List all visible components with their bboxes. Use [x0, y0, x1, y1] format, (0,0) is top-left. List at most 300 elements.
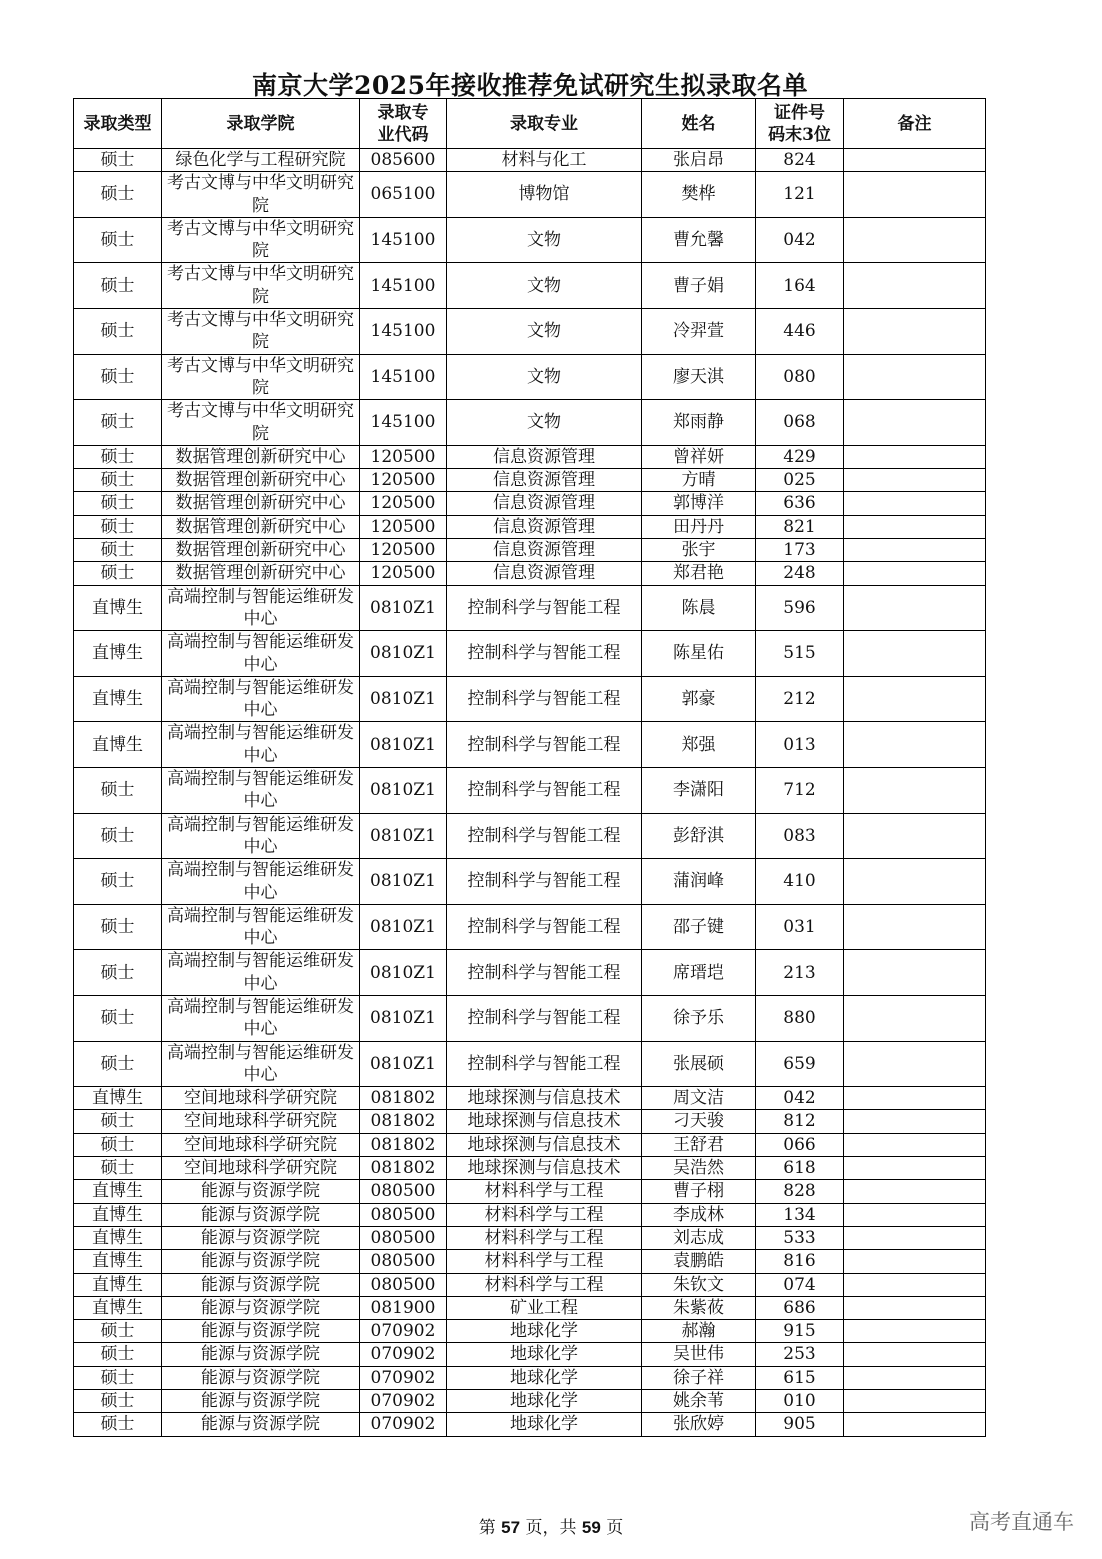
cell-type: 硕士 — [74, 400, 162, 446]
cell-major-code: 070902 — [360, 1343, 447, 1366]
cell-major: 信息资源管理 — [447, 469, 642, 492]
cell-type: 硕士 — [74, 309, 162, 355]
cell-type: 硕士 — [74, 492, 162, 515]
cell-type: 硕士 — [74, 172, 162, 218]
cell-id-last3: 596 — [756, 585, 844, 631]
cell-college: 数据管理创新研究中心 — [162, 492, 360, 515]
cell-name: 彭舒淇 — [642, 813, 756, 859]
table-row — [74, 1157, 986, 1180]
cell-name: 刘志成 — [642, 1226, 756, 1249]
cell-college: 数据管理创新研究中心 — [162, 445, 360, 468]
cell-major: 控制科学与智能工程 — [447, 859, 642, 905]
cell-type: 直博生 — [74, 1273, 162, 1296]
cell-remarks — [844, 1087, 986, 1110]
cell-college: 考古文博与中华文明研究院 — [162, 354, 360, 400]
cell-name: 张展硕 — [642, 1041, 756, 1087]
cell-major-code: 0810Z1 — [360, 995, 447, 1041]
cell-type: 硕士 — [74, 1390, 162, 1413]
table-row — [74, 1133, 986, 1156]
cell-college: 高端控制与智能运维研发中心 — [162, 950, 360, 996]
cell-remarks — [844, 722, 986, 768]
table-row — [74, 722, 986, 768]
cell-major: 控制科学与智能工程 — [447, 813, 642, 859]
cell-id-last3: 659 — [756, 1041, 844, 1087]
cell-remarks — [844, 676, 986, 722]
header-major: 录取专业 — [447, 99, 642, 149]
cell-college: 考古文博与中华文明研究院 — [162, 400, 360, 446]
header-major-code: 录取专业代码 — [360, 99, 447, 149]
cell-name: 席瑨垲 — [642, 950, 756, 996]
cell-college: 空间地球科学研究院 — [162, 1133, 360, 1156]
table-row — [74, 1110, 986, 1133]
cell-remarks — [844, 217, 986, 263]
cell-remarks — [844, 1133, 986, 1156]
cell-remarks — [844, 1110, 986, 1133]
table-row — [74, 1366, 986, 1389]
cell-college: 高端控制与智能运维研发中心 — [162, 722, 360, 768]
cell-major-code: 080500 — [360, 1273, 447, 1296]
cell-name: 郭博洋 — [642, 492, 756, 515]
cell-id-last3: 164 — [756, 263, 844, 309]
header-name: 姓名 — [642, 99, 756, 149]
table-row — [74, 1087, 986, 1110]
cell-major-code: 080500 — [360, 1250, 447, 1273]
cell-remarks — [844, 309, 986, 355]
cell-id-last3: 824 — [756, 149, 844, 172]
cell-major-code: 080500 — [360, 1180, 447, 1203]
cell-major-code: 0810Z1 — [360, 585, 447, 631]
cell-type: 硕士 — [74, 950, 162, 996]
cell-college: 高端控制与智能运维研发中心 — [162, 768, 360, 814]
cell-id-last3: 828 — [756, 1180, 844, 1203]
cell-type: 直博生 — [74, 585, 162, 631]
table-row — [74, 1203, 986, 1226]
table-row — [74, 469, 986, 492]
header-college: 录取学院 — [162, 99, 360, 149]
cell-type: 硕士 — [74, 995, 162, 1041]
cell-name: 冷羿萱 — [642, 309, 756, 355]
cell-major-code: 0810Z1 — [360, 904, 447, 950]
cell-type: 硕士 — [74, 354, 162, 400]
watermark: 高考直通车 — [969, 1510, 1074, 1534]
cell-id-last3: 134 — [756, 1203, 844, 1226]
cell-id-last3: 533 — [756, 1226, 844, 1249]
cell-remarks — [844, 1180, 986, 1203]
cell-remarks — [844, 768, 986, 814]
cell-college: 数据管理创新研究中心 — [162, 515, 360, 538]
cell-major-code: 070902 — [360, 1366, 447, 1389]
cell-name: 刁天骏 — [642, 1110, 756, 1133]
cell-id-last3: 410 — [756, 859, 844, 905]
cell-name: 曹子娟 — [642, 263, 756, 309]
cell-id-last3: 446 — [756, 309, 844, 355]
cell-college: 高端控制与智能运维研发中心 — [162, 631, 360, 677]
cell-major-code: 081802 — [360, 1110, 447, 1133]
cell-name: 郑强 — [642, 722, 756, 768]
cell-college: 能源与资源学院 — [162, 1250, 360, 1273]
cell-id-last3: 821 — [756, 515, 844, 538]
cell-id-last3: 615 — [756, 1366, 844, 1389]
cell-major-code: 065100 — [360, 172, 447, 218]
cell-major: 信息资源管理 — [447, 539, 642, 562]
cell-college: 高端控制与智能运维研发中心 — [162, 1041, 360, 1087]
cell-major: 文物 — [447, 400, 642, 446]
cell-name: 陈晨 — [642, 585, 756, 631]
table-row — [74, 995, 986, 1041]
admission-table — [73, 98, 986, 1437]
cell-name: 曾祥妍 — [642, 445, 756, 468]
cell-name: 徐予乐 — [642, 995, 756, 1041]
cell-major: 地球化学 — [447, 1390, 642, 1413]
cell-college: 考古文博与中华文明研究院 — [162, 309, 360, 355]
cell-major: 控制科学与智能工程 — [447, 585, 642, 631]
cell-major-code: 120500 — [360, 562, 447, 585]
cell-major: 材料科学与工程 — [447, 1180, 642, 1203]
cell-type: 硕士 — [74, 1413, 162, 1436]
cell-major: 控制科学与智能工程 — [447, 995, 642, 1041]
cell-name: 郭豪 — [642, 676, 756, 722]
cell-major-code: 070902 — [360, 1413, 447, 1436]
cell-major-code: 0810Z1 — [360, 813, 447, 859]
cell-remarks — [844, 172, 986, 218]
table-row — [74, 1041, 986, 1087]
cell-id-last3: 173 — [756, 539, 844, 562]
cell-name: 朱紫莜 — [642, 1296, 756, 1319]
cell-major: 文物 — [447, 263, 642, 309]
cell-college: 考古文博与中华文明研究院 — [162, 217, 360, 263]
cell-remarks — [844, 400, 986, 446]
cell-type: 直博生 — [74, 1226, 162, 1249]
header-type: 录取类型 — [74, 99, 162, 149]
cell-id-last3: 066 — [756, 1133, 844, 1156]
cell-name: 蒲润峰 — [642, 859, 756, 905]
cell-type: 直博生 — [74, 676, 162, 722]
cell-id-last3: 031 — [756, 904, 844, 950]
cell-id-last3: 686 — [756, 1296, 844, 1319]
cell-major-code: 085600 — [360, 149, 447, 172]
cell-type: 硕士 — [74, 1343, 162, 1366]
cell-remarks — [844, 515, 986, 538]
cell-major: 地球化学 — [447, 1413, 642, 1436]
cell-name: 周文洁 — [642, 1087, 756, 1110]
cell-major-code: 145100 — [360, 263, 447, 309]
cell-name: 郑雨静 — [642, 400, 756, 446]
cell-college: 数据管理创新研究中心 — [162, 562, 360, 585]
cell-id-last3: 248 — [756, 562, 844, 585]
cell-major-code: 145100 — [360, 400, 447, 446]
cell-college: 能源与资源学院 — [162, 1226, 360, 1249]
table-row — [74, 309, 986, 355]
cell-major: 控制科学与智能工程 — [447, 950, 642, 996]
table-row — [74, 445, 986, 468]
table-row — [74, 263, 986, 309]
cell-college: 能源与资源学院 — [162, 1390, 360, 1413]
cell-name: 王舒君 — [642, 1133, 756, 1156]
cell-major-code: 080500 — [360, 1226, 447, 1249]
cell-remarks — [844, 1320, 986, 1343]
cell-name: 李成林 — [642, 1203, 756, 1226]
cell-type: 硕士 — [74, 562, 162, 585]
cell-type: 直博生 — [74, 1203, 162, 1226]
table-row — [74, 515, 986, 538]
cell-name: 邵子键 — [642, 904, 756, 950]
cell-name: 田丹丹 — [642, 515, 756, 538]
cell-college: 高端控制与智能运维研发中心 — [162, 813, 360, 859]
cell-college: 考古文博与中华文明研究院 — [162, 172, 360, 218]
cell-name: 张欣婷 — [642, 1413, 756, 1436]
cell-type: 直博生 — [74, 1180, 162, 1203]
cell-college: 高端控制与智能运维研发中心 — [162, 904, 360, 950]
cell-name: 徐子祥 — [642, 1366, 756, 1389]
cell-remarks — [844, 995, 986, 1041]
table-row — [74, 539, 986, 562]
cell-remarks — [844, 149, 986, 172]
cell-college: 空间地球科学研究院 — [162, 1110, 360, 1133]
cell-major: 材料科学与工程 — [447, 1250, 642, 1273]
cell-type: 硕士 — [74, 1157, 162, 1180]
cell-major: 地球化学 — [447, 1320, 642, 1343]
cell-id-last3: 212 — [756, 676, 844, 722]
cell-id-last3: 515 — [756, 631, 844, 677]
cell-type: 硕士 — [74, 469, 162, 492]
cell-id-last3: 080 — [756, 354, 844, 400]
cell-remarks — [844, 1296, 986, 1319]
cell-type: 硕士 — [74, 813, 162, 859]
cell-college: 数据管理创新研究中心 — [162, 469, 360, 492]
cell-id-last3: 083 — [756, 813, 844, 859]
cell-name: 曹子栩 — [642, 1180, 756, 1203]
cell-major: 控制科学与智能工程 — [447, 676, 642, 722]
cell-type: 硕士 — [74, 515, 162, 538]
cell-major-code: 145100 — [360, 354, 447, 400]
table-row — [74, 1226, 986, 1249]
cell-remarks — [844, 1203, 986, 1226]
cell-major-code: 0810Z1 — [360, 859, 447, 905]
table-row — [74, 1250, 986, 1273]
cell-major-code: 0810Z1 — [360, 950, 447, 996]
cell-college: 高端控制与智能运维研发中心 — [162, 585, 360, 631]
cell-major: 控制科学与智能工程 — [447, 722, 642, 768]
cell-major: 地球探测与信息技术 — [447, 1087, 642, 1110]
cell-college: 能源与资源学院 — [162, 1273, 360, 1296]
cell-remarks — [844, 1413, 986, 1436]
cell-major-code: 081802 — [360, 1133, 447, 1156]
table-row — [74, 217, 986, 263]
cell-college: 高端控制与智能运维研发中心 — [162, 995, 360, 1041]
cell-type: 硕士 — [74, 768, 162, 814]
cell-major-code: 070902 — [360, 1390, 447, 1413]
cell-major-code: 070902 — [360, 1320, 447, 1343]
cell-type: 硕士 — [74, 149, 162, 172]
cell-college: 能源与资源学院 — [162, 1180, 360, 1203]
cell-major-code: 145100 — [360, 309, 447, 355]
cell-major: 文物 — [447, 354, 642, 400]
table-row — [74, 1413, 986, 1436]
cell-id-last3: 042 — [756, 217, 844, 263]
cell-major-code: 0810Z1 — [360, 1041, 447, 1087]
table-row — [74, 1180, 986, 1203]
cell-id-last3: 068 — [756, 400, 844, 446]
cell-college: 高端控制与智能运维研发中心 — [162, 676, 360, 722]
cell-remarks — [844, 562, 986, 585]
cell-id-last3: 429 — [756, 445, 844, 468]
cell-id-last3: 618 — [756, 1157, 844, 1180]
table-row — [74, 859, 986, 905]
cell-major-code: 120500 — [360, 469, 447, 492]
page-footer — [0, 1513, 1102, 1538]
table-row — [74, 172, 986, 218]
cell-college: 数据管理创新研究中心 — [162, 539, 360, 562]
cell-id-last3: 253 — [756, 1343, 844, 1366]
cell-name: 廖天淇 — [642, 354, 756, 400]
cell-major: 矿业工程 — [447, 1296, 642, 1319]
table-row — [74, 813, 986, 859]
cell-major: 地球化学 — [447, 1343, 642, 1366]
table-row — [74, 585, 986, 631]
cell-remarks — [844, 1250, 986, 1273]
cell-type: 直博生 — [74, 722, 162, 768]
cell-name: 朱钦文 — [642, 1273, 756, 1296]
cell-major: 材料科学与工程 — [447, 1273, 642, 1296]
cell-major: 控制科学与智能工程 — [447, 904, 642, 950]
cell-type: 直博生 — [74, 1296, 162, 1319]
cell-remarks — [844, 1157, 986, 1180]
cell-type: 硕士 — [74, 904, 162, 950]
cell-major: 地球探测与信息技术 — [447, 1133, 642, 1156]
cell-major: 材料科学与工程 — [447, 1226, 642, 1249]
cell-major: 信息资源管理 — [447, 515, 642, 538]
cell-name: 曹允馨 — [642, 217, 756, 263]
cell-name: 张宇 — [642, 539, 756, 562]
cell-college: 能源与资源学院 — [162, 1203, 360, 1226]
cell-major-code: 0810Z1 — [360, 631, 447, 677]
cell-college: 能源与资源学院 — [162, 1296, 360, 1319]
cell-remarks — [844, 585, 986, 631]
cell-name: 郝瀚 — [642, 1320, 756, 1343]
cell-name: 袁鹏皓 — [642, 1250, 756, 1273]
cell-type: 硕士 — [74, 263, 162, 309]
cell-name: 张启昂 — [642, 149, 756, 172]
cell-major-code: 0810Z1 — [360, 676, 447, 722]
table-row — [74, 768, 986, 814]
cell-remarks — [844, 1273, 986, 1296]
cell-id-last3: 025 — [756, 469, 844, 492]
cell-major: 文物 — [447, 309, 642, 355]
cell-type: 硕士 — [74, 859, 162, 905]
cell-type: 硕士 — [74, 1366, 162, 1389]
cell-type: 硕士 — [74, 1133, 162, 1156]
cell-id-last3: 880 — [756, 995, 844, 1041]
cell-major-code: 0810Z1 — [360, 722, 447, 768]
cell-remarks — [844, 445, 986, 468]
footer-text: 页，共 — [520, 1518, 582, 1538]
cell-type: 硕士 — [74, 1041, 162, 1087]
cell-college: 能源与资源学院 — [162, 1366, 360, 1389]
table-row — [74, 1320, 986, 1343]
cell-type: 硕士 — [74, 1320, 162, 1343]
cell-remarks — [844, 469, 986, 492]
cell-name: 方晴 — [642, 469, 756, 492]
cell-remarks — [844, 1390, 986, 1413]
cell-remarks — [844, 539, 986, 562]
cell-type: 硕士 — [74, 445, 162, 468]
table-row — [74, 149, 986, 172]
cell-type: 直博生 — [74, 631, 162, 677]
cell-major-code: 120500 — [360, 445, 447, 468]
cell-major: 地球探测与信息技术 — [447, 1157, 642, 1180]
cell-type: 硕士 — [74, 539, 162, 562]
cell-major: 材料与化工 — [447, 149, 642, 172]
table-row — [74, 1273, 986, 1296]
cell-remarks — [844, 492, 986, 515]
cell-id-last3: 905 — [756, 1413, 844, 1436]
cell-id-last3: 816 — [756, 1250, 844, 1273]
cell-name: 李潇阳 — [642, 768, 756, 814]
cell-major-code: 081802 — [360, 1157, 447, 1180]
cell-major: 地球化学 — [447, 1366, 642, 1389]
total-pages: 59 — [581, 1518, 601, 1537]
cell-major: 控制科学与智能工程 — [447, 631, 642, 677]
cell-type: 硕士 — [74, 1110, 162, 1133]
table-row — [74, 950, 986, 996]
cell-major: 信息资源管理 — [447, 492, 642, 515]
footer-text: 页 — [600, 1518, 624, 1538]
cell-college: 绿色化学与工程研究院 — [162, 149, 360, 172]
cell-college: 能源与资源学院 — [162, 1413, 360, 1436]
cell-name: 樊桦 — [642, 172, 756, 218]
cell-college: 空间地球科学研究院 — [162, 1087, 360, 1110]
cell-major: 控制科学与智能工程 — [447, 768, 642, 814]
cell-name: 姚余苇 — [642, 1390, 756, 1413]
cell-id-last3: 042 — [756, 1087, 844, 1110]
cell-major: 材料科学与工程 — [447, 1203, 642, 1226]
table-row — [74, 631, 986, 677]
cell-remarks — [844, 631, 986, 677]
footer-text: 第 — [478, 1518, 502, 1538]
cell-major: 文物 — [447, 217, 642, 263]
cell-remarks — [844, 859, 986, 905]
cell-remarks — [844, 1041, 986, 1087]
cell-remarks — [844, 1226, 986, 1249]
cell-college: 高端控制与智能运维研发中心 — [162, 859, 360, 905]
cell-type: 直博生 — [74, 1087, 162, 1110]
header-remarks: 备注 — [844, 99, 986, 149]
cell-remarks — [844, 904, 986, 950]
cell-major: 博物馆 — [447, 172, 642, 218]
cell-major: 控制科学与智能工程 — [447, 1041, 642, 1087]
cell-name: 郑君艳 — [642, 562, 756, 585]
cell-remarks — [844, 1343, 986, 1366]
cell-id-last3: 712 — [756, 768, 844, 814]
cell-name: 陈星佑 — [642, 631, 756, 677]
cell-type: 硕士 — [74, 217, 162, 263]
table-row — [74, 562, 986, 585]
cell-remarks — [844, 354, 986, 400]
cell-type: 直博生 — [74, 1250, 162, 1273]
cell-major-code: 0810Z1 — [360, 768, 447, 814]
cell-major-code: 120500 — [360, 539, 447, 562]
cell-id-last3: 074 — [756, 1273, 844, 1296]
table-row — [74, 1390, 986, 1413]
cell-remarks — [844, 950, 986, 996]
cell-major: 地球探测与信息技术 — [447, 1110, 642, 1133]
cell-major: 信息资源管理 — [447, 445, 642, 468]
header-id-last3: 证件号码末3位 — [756, 99, 844, 149]
cell-id-last3: 121 — [756, 172, 844, 218]
cell-id-last3: 213 — [756, 950, 844, 996]
cell-id-last3: 636 — [756, 492, 844, 515]
cell-major-code: 120500 — [360, 515, 447, 538]
